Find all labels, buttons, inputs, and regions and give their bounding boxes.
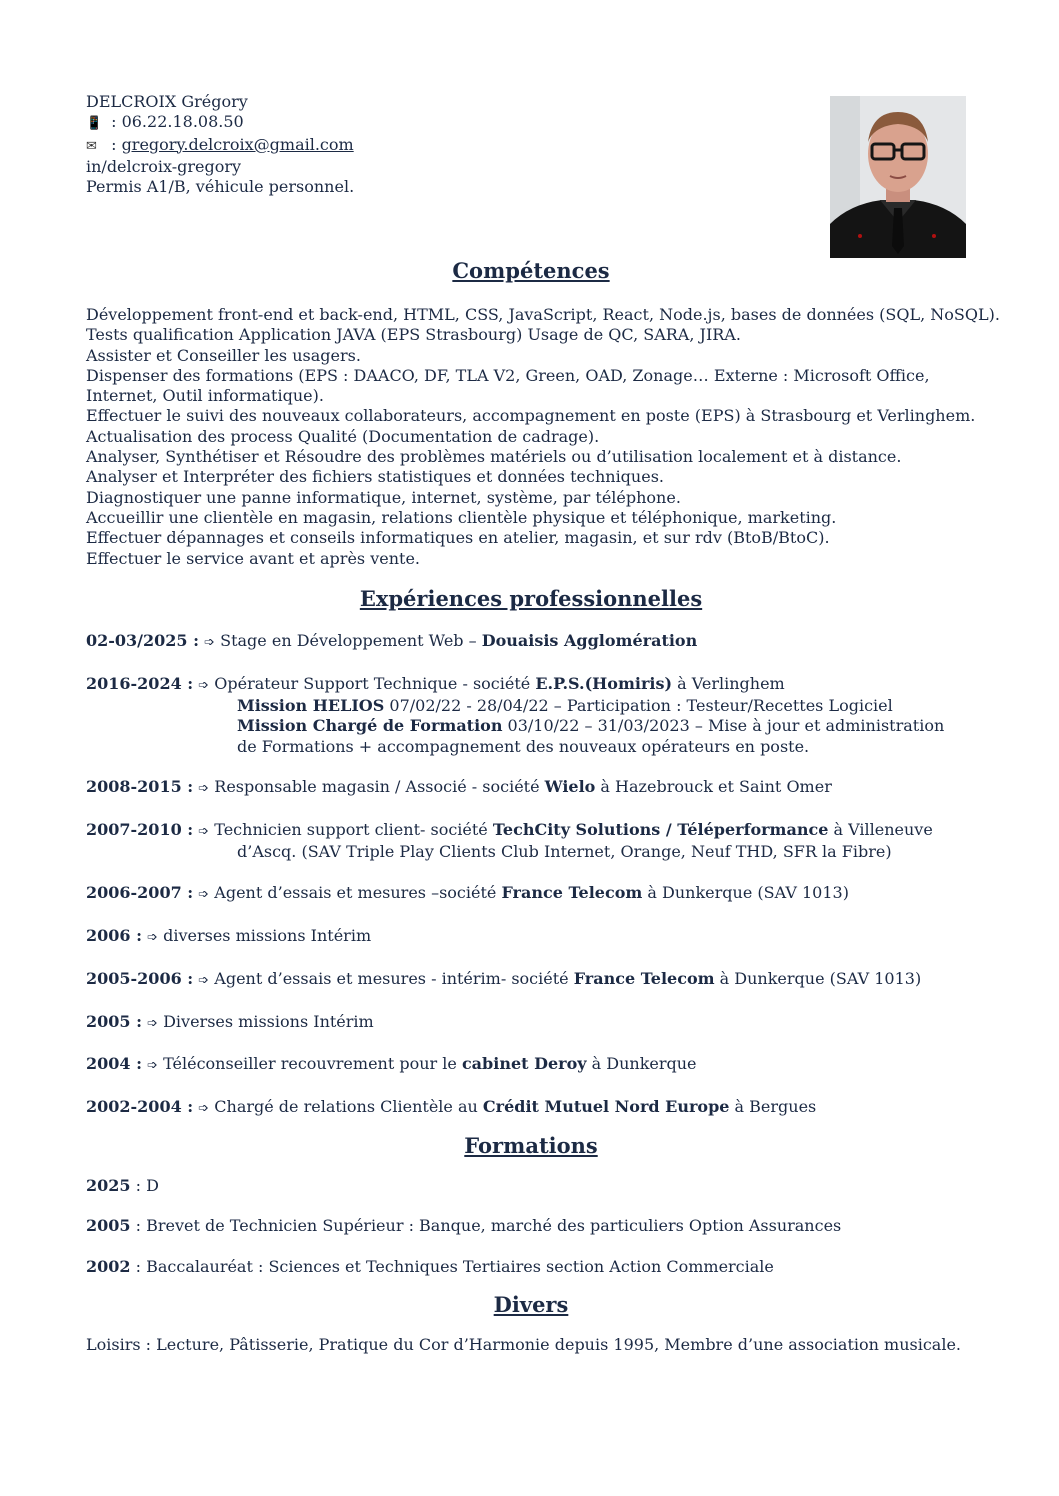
- formations-list: [86, 1176, 976, 1278]
- formation-year: 2025: [86, 1175, 131, 1195]
- email-icon: ✉: [86, 138, 97, 154]
- formation-year: 2002: [86, 1257, 131, 1277]
- profile-photo: [830, 96, 966, 258]
- competence-item: Effectuer le suivi des nouveaux collaborateurs, accompagnement en poste (EPS) à Strasbourg et Verlinghem.: [86, 406, 976, 426]
- competence-item: Diagnostiquer une panne informatique, internet, système, par téléphone.: [86, 487, 681, 507]
- experience-text: Agent d’essais et mesures - intérim- société: [209, 968, 574, 988]
- experience-text: Stage en Développement Web –: [215, 630, 482, 650]
- experience-entry: [86, 777, 976, 799]
- experience-entry: [86, 969, 976, 991]
- competence-item: Tests qualification Application JAVA (EPS Strasbourg) Usage de QC, SARA, JIRA.: [86, 325, 741, 345]
- mission-title: Mission Chargé de Formation: [237, 716, 503, 736]
- experience-text: Chargé de relations Clientèle au: [209, 1097, 483, 1117]
- arrow-right-icon: ➩: [198, 677, 210, 693]
- phone-number: 06.22.18.08.50: [121, 112, 244, 132]
- experience-date: 02-03/2025 :: [86, 630, 200, 650]
- mission-title: Mission HELIOS: [237, 695, 385, 715]
- arrow-right-icon: ➩: [198, 972, 210, 988]
- experience-org: Douaisis Agglomération: [481, 630, 698, 650]
- arrow-right-icon: ➩: [198, 1101, 210, 1117]
- experience-date: 2016-2024 :: [86, 673, 194, 693]
- formation-year: 2005: [86, 1216, 131, 1236]
- competence-item: Effectuer dépannages et conseils informatiques en atelier, magasin, et sur rdv (BtoB/BtoC).: [86, 528, 830, 548]
- mission-text: de Formations + accompagnement des nouveaux opérateurs en poste.: [237, 736, 810, 756]
- experience-text: Opérateur Support Technique - société: [209, 673, 536, 693]
- email-link[interactable]: gregory.delcroix@gmail.com: [121, 134, 354, 154]
- experience-date: 2005-2006 :: [86, 968, 194, 988]
- competence-item: Analyser et Interpréter des fichiers statistiques et données techniques.: [86, 467, 664, 487]
- experience-date: 2007-2010 :: [86, 820, 194, 840]
- divers-text: Loisirs : Lecture, Pâtisserie, Pratique du Cor d’Harmonie depuis 1995, Membre d’une association musicale.: [86, 1335, 962, 1355]
- candidate-name: DELCROIX Grégory: [86, 92, 248, 111]
- experience-text: Téléconseiller recouvrement pour le: [158, 1054, 462, 1074]
- experiences-heading: Expériences professionnelles: [359, 585, 703, 611]
- competence-item: Analyser, Synthétiser et Résoudre des problèmes matériels ou d’utilisation localement et à distance.: [86, 447, 902, 467]
- experience-text: Agent d’essais et mesures –société: [209, 883, 502, 903]
- experience-date: 2005 :: [86, 1011, 143, 1031]
- experience-date: 2004 :: [86, 1054, 143, 1074]
- email-prefix: :: [106, 134, 122, 154]
- arrow-right-icon: ➩: [147, 930, 159, 946]
- formation-entry: [86, 1176, 976, 1196]
- experience-org: cabinet Deroy: [461, 1054, 587, 1074]
- arrow-right-icon: ➩: [147, 1015, 159, 1031]
- arrow-right-icon: ➩: [198, 781, 210, 797]
- competence-item: Assister et Conseiller les usagers.: [86, 345, 361, 365]
- experience-date: 2002-2004 :: [86, 1097, 194, 1117]
- experience-location: à Dunkerque (SAV 1013): [714, 968, 922, 988]
- arrow-right-icon: ➩: [198, 887, 210, 903]
- experience-entry: [86, 1054, 976, 1076]
- competence-item: Actualisation des process Qualité (Documentation de cadrage).: [86, 426, 600, 446]
- competences-list: [86, 305, 1000, 569]
- resume-page: [86, 92, 1000, 1356]
- experience-entry: [86, 631, 976, 653]
- experience-date: 2008-2015 :: [86, 777, 194, 797]
- competences-heading: Compétences: [452, 258, 610, 283]
- mobile-phone-icon: 📱: [86, 116, 103, 132]
- experience-date: 2006-2007 :: [86, 883, 194, 903]
- experience-org: France Telecom: [501, 883, 643, 903]
- phone-prefix: :: [106, 112, 122, 132]
- experience-org: Wielo: [544, 777, 596, 797]
- formation-text: : D: [130, 1175, 159, 1195]
- experience-date: 2006 :: [86, 926, 143, 946]
- divers-heading: Divers: [493, 1292, 569, 1318]
- mission-text: 07/02/22 - 28/04/22 – Participation : Testeur/Recettes Logiciel: [384, 695, 893, 715]
- experience-entry: [86, 1097, 976, 1119]
- resume-header: [86, 92, 976, 267]
- experience-location: à Dunkerque (SAV 1013): [642, 883, 849, 903]
- experience-location: à Dunkerque: [586, 1054, 697, 1074]
- experience-entry: [86, 1012, 976, 1034]
- experience-text: Technicien support client- société: [209, 820, 493, 840]
- experiences-list: [86, 631, 976, 1120]
- driving-license: Permis A1/B, véhicule personnel.: [86, 177, 355, 197]
- experience-org: France Telecom: [573, 968, 715, 988]
- experience-entry: [86, 820, 976, 863]
- arrow-right-icon: ➩: [204, 634, 216, 650]
- experience-location: à Hazebrouck et Saint Omer: [595, 777, 832, 797]
- experience-text: Responsable magasin / Associé - société: [209, 777, 545, 797]
- formations-heading: Formations: [464, 1132, 598, 1158]
- formation-entry: [86, 1257, 976, 1277]
- experience-location: à Bergues: [729, 1097, 817, 1117]
- competence-item: Dispenser des formations (EPS : DAACO, DF, TLA V2, Green, OAD, Zonage… Externe : Microsoft Office,: [86, 365, 930, 385]
- experience-entry: [86, 674, 976, 757]
- experience-org: TechCity Solutions / Téléperformance: [492, 820, 829, 840]
- arrow-right-icon: ➩: [147, 1058, 159, 1074]
- experience-org: Crédit Mutuel Nord Europe: [482, 1097, 730, 1117]
- experience-location: à Verlinghem: [672, 673, 785, 693]
- formation-text: : Baccalauréat : Sciences et Techniques Tertiaires section Action Commerciale: [130, 1257, 774, 1277]
- competence-item: Internet, Outil informatique).: [86, 386, 324, 406]
- experience-location: à Villeneuve: [828, 820, 933, 840]
- experience-text: d’Ascq. (SAV Triple Play Clients Club Internet, Orange, Neuf THD, SFR la Fibre): [237, 842, 892, 862]
- arrow-right-icon: ➩: [198, 824, 210, 840]
- competence-item: Effectuer le service avant et après vente.: [86, 548, 420, 568]
- formation-entry: [86, 1216, 976, 1236]
- experience-entry: [86, 883, 976, 905]
- mission-text: 03/10/22 – 31/03/2023 – Mise à jour et administration: [502, 716, 945, 736]
- linkedin-handle: in/delcroix-gregory: [86, 156, 242, 176]
- competence-item: Accueillir une clientèle en magasin, relations clientèle physique et téléphonique, marketing.: [86, 507, 837, 527]
- competence-item: Développement front-end et back-end, HTML, CSS, JavaScript, React, Node.js, bases de données (SQL, NoSQL).: [86, 305, 1000, 324]
- experience-org: E.P.S.(Homiris): [535, 673, 673, 693]
- experience-entry: [86, 926, 976, 948]
- experience-text: Diverses missions Intérim: [158, 1011, 374, 1031]
- formation-text: : Brevet de Technicien Supérieur : Banque, marché des particuliers Option Assurances: [130, 1216, 842, 1236]
- experience-text: diverses missions Intérim: [158, 926, 372, 946]
